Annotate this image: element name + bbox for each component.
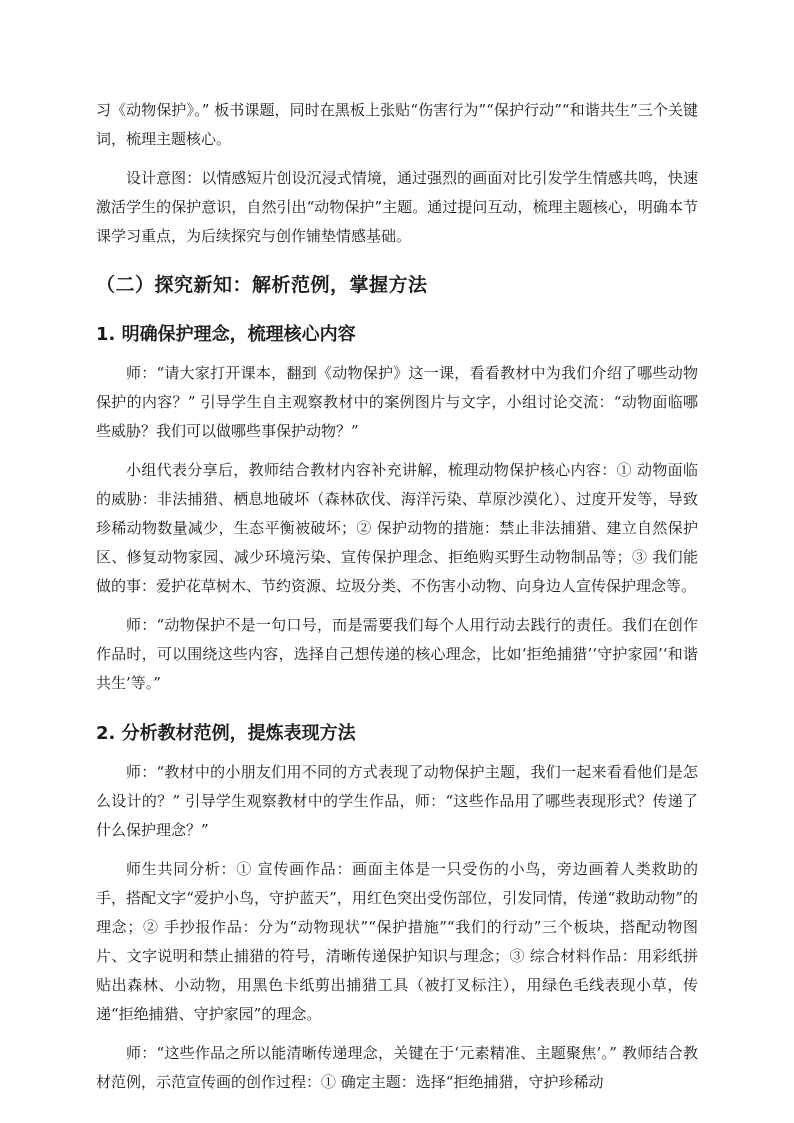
teacher-summary-paragraph: 师：“动物保护不是一句口号，而是需要我们每个人用行动去践行的责任。我们在创作作品时，可以围绕这些内容，选择自己想传递的核心理念，比如‘拒绝捕猎’‘守护家园’‘和谐共生’等。”	[96, 616, 698, 692]
teacher-prompt-paragraph: 师：“请大家打开课本，翻到《动物保护》这一课，看看教材中为我们介绍了哪些动物保护的内容？” 引导学生自主观察教材中的案例图片与文字，小组讨论交流：“动物面临哪些威胁？我们可以做哪些事保护动物？”	[96, 364, 698, 440]
core-content-paragraph: 小组代表分享后，教师结合教材内容补充讲解，梳理动物保护核心内容：① 动物面临的威胁：非法捕猎、栖息地破坏（森林砍伐、海洋污染、草原沙漠化）、过度开发等，导致珍稀动物数量减少，生态平衡被破坏；② 保护动物的措施：禁止非法捕猎、建立自然保护区、修复动物家园、减少环境污染、宣传保护理念、拒绝购买野生动物制品等；③ 我们能做的事：爱护花草树木、节约资源、垃圾分类、不伤害小动物、向身边人宣传保护理念等。	[96, 461, 698, 595]
document-body	[96, 96, 698, 1107]
intro-paragraph-1: 习《动物保护》。” 板书课题，同时在黑板上张贴“伤害行为”“保护行动”“和谐共生”三个关键词，梳理主题核心。	[96, 101, 698, 148]
demonstration-paragraph: 师：“这些作品之所以能清晰传递理念，关键在于‘元素精准、主题聚焦’。” 教师结合教材范例，示范宣传画的创作过程：① 确定主题：选择“拒绝捕猎，守护珍稀动	[96, 1044, 698, 1091]
subheading-analyze-examples: 2. 分析教材范例，提炼表现方法	[96, 723, 356, 744]
section-heading-explore: （二）探究新知：解析范例，掌握方法	[96, 274, 428, 296]
joint-analysis-paragraph: 师生共同分析：① 宣传画作品：画面主体是一只受伤的小鸟，旁边画着人类救助的手，搭配文字“爱护小鸟，守护蓝天”，用红色突出受伤部位，引发同情，传递“救助动物”的理念；② 手抄报作品：分为“动物现状”“保护措施”“我们的行动”三个板块，搭配动物图片、文字说明和禁止捕猎的符号，清晰传递保护知识与理念；③ 综合材料作品：用彩纸拼贴出森林、小动物，用黑色卡纸剪出捕猎工具（被打叉标注），用绿色毛线表现小草，传递“拒绝捕猎、守护家园”的理念。	[96, 860, 698, 1023]
example-prompt-paragraph: 师：“教材中的小朋友们用不同的方式表现了动物保护主题，我们一起来看看他们是怎么设计的？” 引导学生观察教材中的学生作品，师：“这些作品用了哪些表现形式？传递了什么保护理念？”	[96, 763, 698, 839]
subheading-core-content: 1. 明确保护理念，梳理核心内容	[96, 324, 356, 345]
design-intent-paragraph: 设计意图：以情感短片创设沉浸式情境，通过强烈的画面对比引发学生情感共鸣，快速激活学生的保护意识，自然引出“动物保护”主题。通过提问互动，梳理主题核心，明确本节课学习重点，为后续探究与创作铺垫情感基础。	[96, 169, 698, 245]
